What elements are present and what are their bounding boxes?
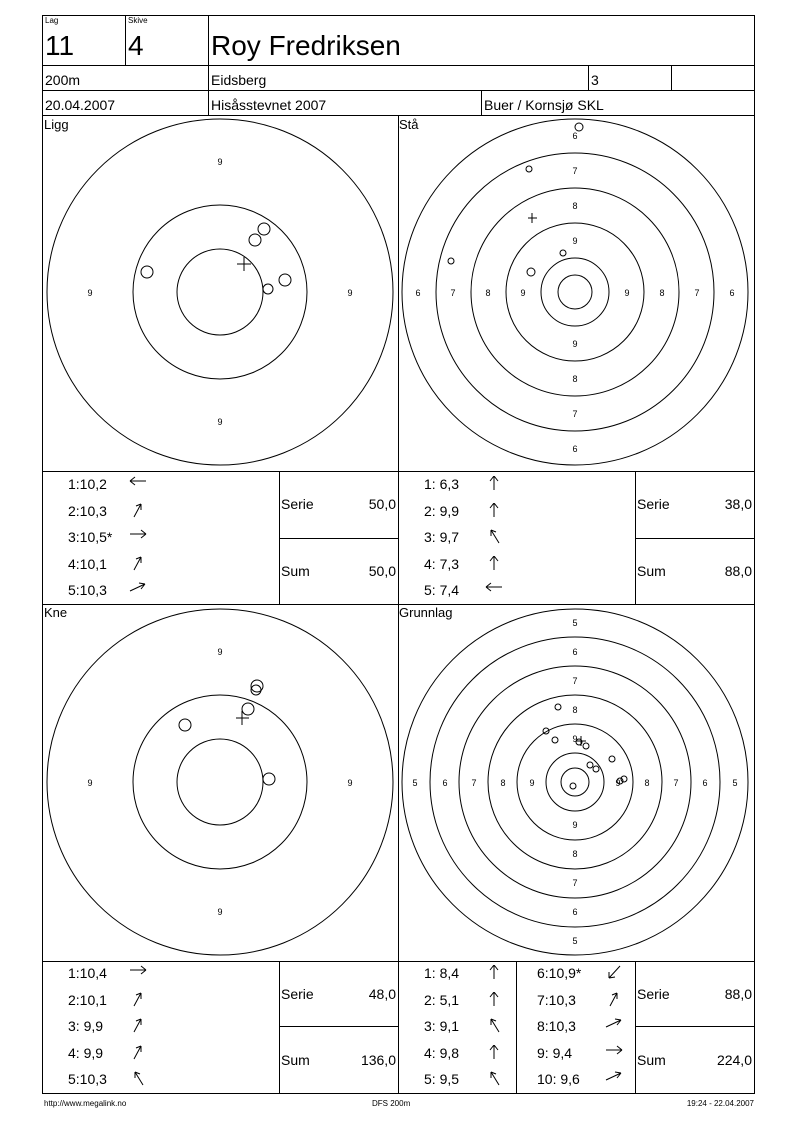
ring-label: 7 (673, 778, 679, 788)
ring-label: 8 (572, 849, 578, 859)
ring-label: 6 (415, 288, 421, 298)
skive-value: 4 (128, 30, 144, 61)
shot-direction-right-icon (128, 529, 148, 544)
ring-label: 6 (572, 907, 578, 917)
shot-direction-up-right-icon (128, 503, 148, 518)
panel-title-kne: Kne (44, 605, 68, 620)
shot-direction-left-icon (128, 476, 148, 491)
distance: 200m (45, 72, 81, 88)
ring-label: 8 (572, 201, 578, 211)
shot-direction-up-icon (484, 556, 504, 571)
shot-score: 9: 9,4 (537, 1044, 573, 1061)
shot-score: 4: 7,3 (424, 555, 460, 572)
ring-label: 8 (500, 778, 506, 788)
shot-score: 2:10,3 (68, 502, 107, 519)
sum-label-sta: Sum (637, 563, 666, 579)
shot-score: 1: 6,3 (424, 476, 460, 492)
ring-label: 9 (572, 734, 578, 744)
shot-score: 4: 9,8 (424, 1044, 460, 1061)
shot-holes-ligg (141, 223, 291, 294)
shot-direction-right-up-icon (604, 1018, 624, 1033)
shot-score: 5: 9,5 (424, 1071, 460, 1087)
sum-label-ligg: Sum (281, 563, 310, 579)
lag-label: Lag (45, 16, 59, 25)
shot-direction-up-left-icon (484, 1018, 504, 1033)
shot-direction-up-right-icon (128, 556, 148, 571)
ring-label: 5 (572, 936, 578, 946)
ring-label: 6 (442, 778, 448, 788)
date: 20.04.2007 (45, 97, 116, 113)
ring-label: 9 (572, 820, 578, 830)
shot-direction-right-icon (128, 965, 148, 980)
panel-title-ligg: Ligg (44, 117, 69, 132)
ring-label: 7 (694, 288, 700, 298)
panel-title-grunnlag: Grunnlag (399, 605, 453, 620)
shot-direction-right-icon (604, 1045, 624, 1060)
shot-direction-up-left-icon (484, 529, 504, 544)
shot-score: 1:10,4 (68, 965, 107, 981)
target-ligg (47, 119, 393, 465)
skive-label: Skive (128, 16, 148, 25)
ring-label: 6 (702, 778, 708, 788)
ring-label: 7 (471, 778, 477, 788)
ring-label: 9 (217, 647, 223, 657)
footer-url: http://www.megalink.no (44, 1099, 127, 1108)
shot-score: 4: 9,9 (68, 1044, 104, 1061)
klasse: 3 (591, 72, 599, 88)
ring-label: 6 (729, 288, 735, 298)
shot-direction-up-icon (484, 476, 504, 491)
ring-label: 8 (572, 374, 578, 384)
ring-label: 9 (572, 339, 578, 349)
shot-score: 1: 8,4 (424, 965, 460, 981)
shot-score: 3: 9,1 (424, 1018, 460, 1034)
ring-label: 7 (572, 409, 578, 419)
ring-label: 9 (217, 157, 223, 167)
ring-label: 9 (217, 907, 223, 917)
serie-label-kne: Serie (281, 986, 314, 1002)
shot-score: 3: 9,9 (68, 1018, 104, 1034)
ring-label: 8 (644, 778, 650, 788)
footer-program: DFS 200m (372, 1099, 411, 1108)
ring-label: 7 (450, 288, 456, 298)
ring-label: 9 (615, 778, 621, 788)
serie-label-ligg: Serie (281, 496, 314, 512)
center-cross-sta (528, 213, 537, 223)
shot-score: 2: 5,1 (424, 991, 460, 1008)
shot-score: 7:10,3 (537, 991, 576, 1008)
shot-score: 3:10,5* (68, 529, 113, 545)
ring-label: 5 (412, 778, 418, 788)
lag-value: 11 (45, 30, 75, 61)
shot-score: 10: 9,6 (537, 1071, 580, 1087)
sum-value-sta: 88,0 (724, 563, 752, 579)
ring-label: 8 (572, 705, 578, 715)
ring-label: 9 (347, 778, 353, 788)
ring-label: 9 (572, 236, 578, 246)
ring-label: 5 (732, 778, 738, 788)
serie-label-sta: Serie (637, 496, 670, 512)
target-kne (47, 609, 393, 955)
serie-value-sta: 38,0 (724, 496, 752, 512)
serie-value-kne: 48,0 (368, 986, 396, 1002)
sum-label-grunnlag: Sum (637, 1052, 666, 1068)
shot-direction-up-left-icon (484, 1071, 504, 1086)
shot-score: 5: 7,4 (424, 582, 460, 598)
ring-label: 5 (572, 618, 578, 628)
shot-direction-up-icon (484, 992, 504, 1007)
sum-value-grunnlag: 224,0 (716, 1052, 752, 1068)
shot-holes-sta (448, 123, 583, 276)
footer-timestamp: 19:24 - 22.04.2007 (686, 1099, 754, 1108)
shot-direction-up-right-icon (128, 1045, 148, 1060)
event-name: Hisåsstevnet 2007 (211, 97, 327, 113)
shot-score: 4:10,1 (68, 555, 107, 572)
range-name: Buer / Kornsjø SKL (484, 97, 604, 113)
shot-score: 1:10,2 (68, 476, 107, 492)
shot-score: 3: 9,7 (424, 529, 460, 545)
ring-label: 7 (572, 676, 578, 686)
ring-label: 9 (87, 778, 93, 788)
ring-label: 9 (529, 778, 535, 788)
shot-direction-up-right-icon (128, 992, 148, 1007)
ring-label: 9 (347, 288, 353, 298)
sum-value-ligg: 50,0 (368, 563, 396, 579)
shot-direction-up-icon (484, 1045, 504, 1060)
shot-direction-up-left-icon (128, 1071, 148, 1086)
center-cross-kne (236, 711, 249, 725)
panel-title-sta: Stå (399, 117, 419, 132)
shot-direction-up-right-icon (604, 992, 624, 1007)
center-cross-ligg (237, 257, 251, 271)
shot-score: 2: 9,9 (424, 502, 460, 519)
ring-label: 7 (572, 878, 578, 888)
ring-label: 6 (572, 647, 578, 657)
shot-direction-right-up-icon (604, 1071, 624, 1086)
shot-direction-down-left-icon (604, 965, 624, 980)
shot-direction-up-icon (484, 503, 504, 518)
shooter-name: Roy Fredriksen (211, 30, 401, 61)
shot-score: 6:10,9* (537, 965, 582, 981)
shot-direction-up-right-icon (128, 1018, 148, 1033)
serie-value-ligg: 50,0 (368, 496, 396, 512)
shot-direction-up-icon (484, 965, 504, 980)
ring-label: 9 (87, 288, 93, 298)
club: Eidsberg (211, 72, 267, 88)
ring-label: 8 (659, 288, 665, 298)
sum-value-kne: 136,0 (360, 1052, 396, 1068)
ring-label: 9 (520, 288, 526, 298)
serie-label-grunnlag: Serie (637, 986, 670, 1002)
shot-score: 5:10,3 (68, 1071, 107, 1087)
ring-label: 8 (485, 288, 491, 298)
shot-score: 2:10,1 (68, 991, 107, 1008)
shot-holes-grunnlag (543, 704, 627, 789)
target-grunnlag (402, 609, 748, 955)
shot-direction-left-icon (484, 582, 504, 597)
ring-label: 9 (624, 288, 630, 298)
shot-score: 8:10,3 (537, 1018, 576, 1034)
shot-score: 5:10,3 (68, 582, 107, 598)
ring-label: 7 (572, 166, 578, 176)
sum-label-kne: Sum (281, 1052, 310, 1068)
ring-label: 6 (572, 131, 578, 141)
ring-label: 9 (217, 417, 223, 427)
ring-label: 6 (572, 444, 578, 454)
serie-value-grunnlag: 88,0 (724, 986, 752, 1002)
shot-direction-right-up-icon (128, 582, 148, 597)
